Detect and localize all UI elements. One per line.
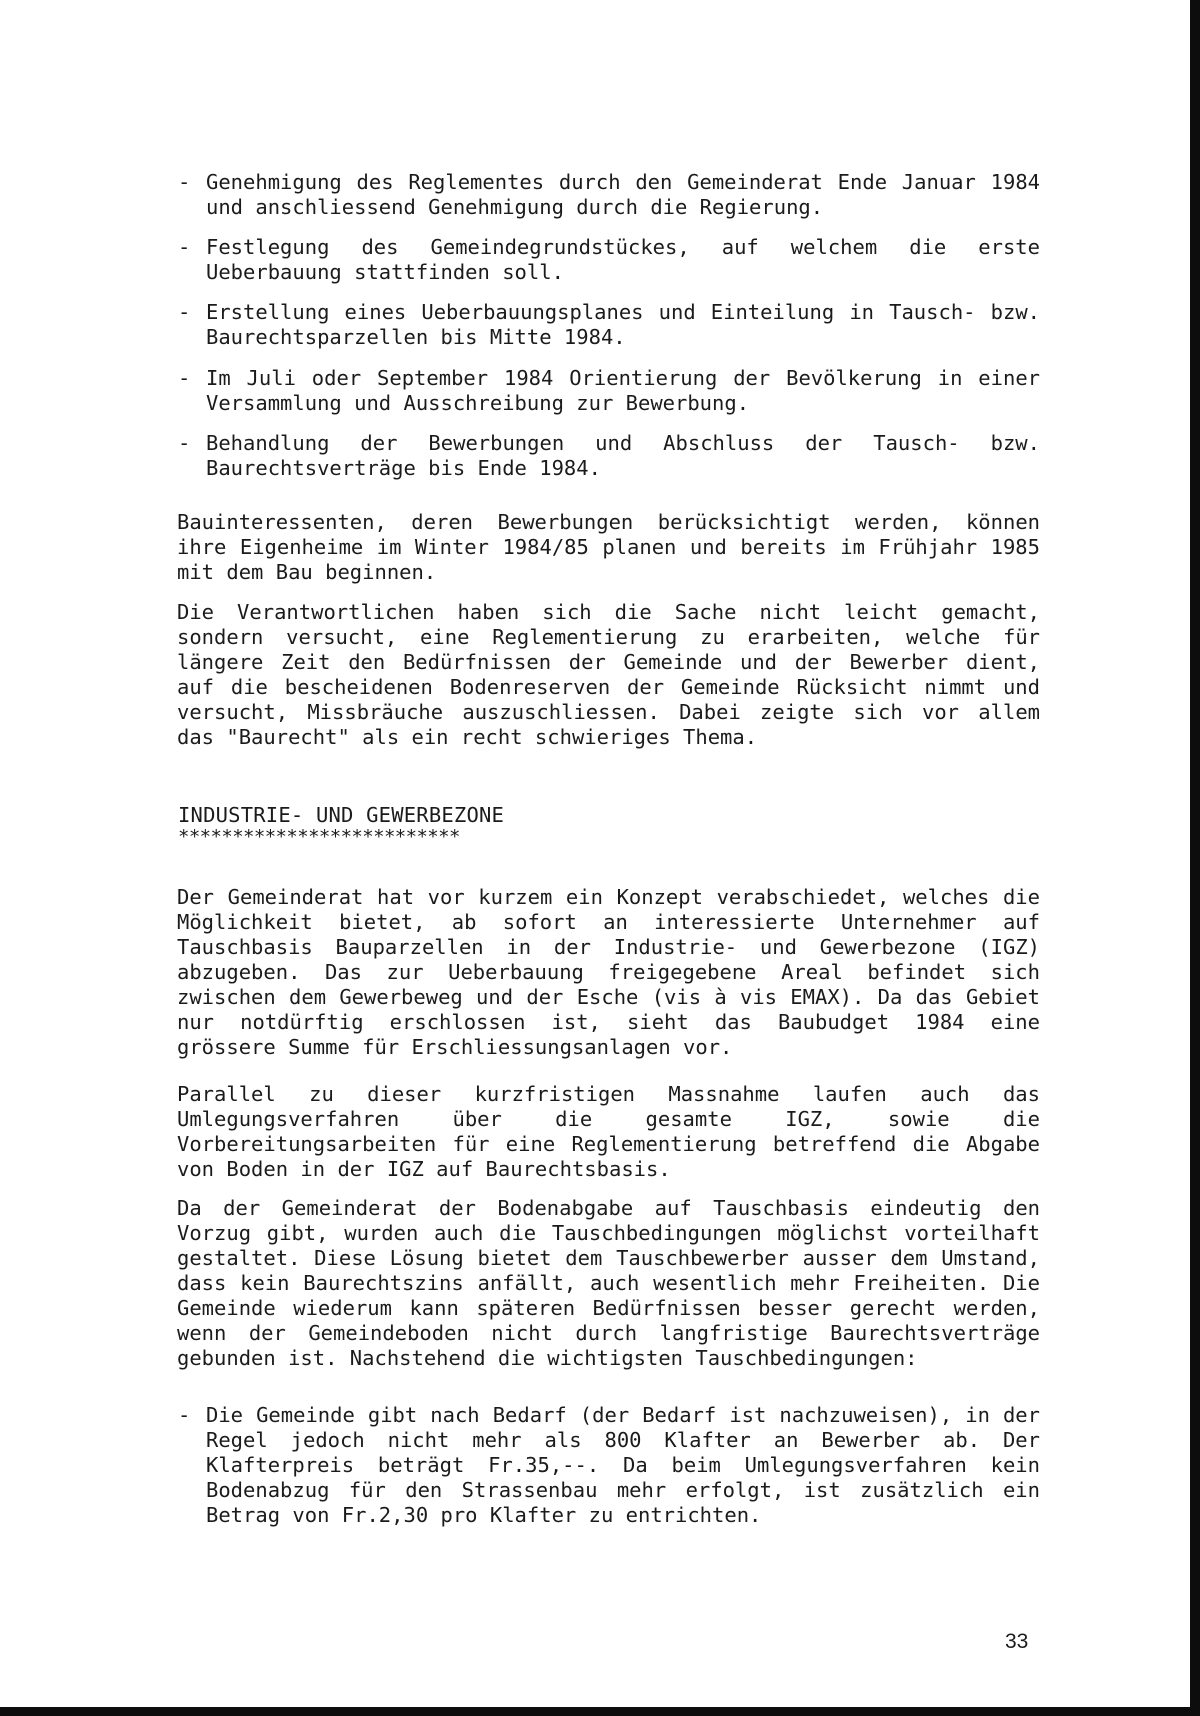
paragraph-text: Da der Gemeinderat der Bodenabgabe auf Tauschbasis eindeutig den Vorzug gibt, wurden auch die Tauschbedingungen möglichst vorteilhaft gestaltet. Diese Lösung bietet dem Tauschbewerber ausser dem Umstand, dass kein Baurechtszins anfällt, auch wesentlich mehr Freiheiten. Die Gemeinde wiederum kann späteren Bedürfnissen besser gerecht werden, wenn der Gemeindeboden nicht durch langfristige Baurechtsverträge gebunden ist. Nachstehend die wichtigsten Tauschbedingungen:	[177, 1196, 1040, 1370]
bullet-text: Genehmigung des Reglementes durch den Gemeinderat Ende Januar 1984 und anschliessend Genehmigung durch die Regierung.	[206, 170, 1040, 219]
paragraph-text: Der Gemeinderat hat vor kurzem ein Konzept verabschiedet, welches die Möglichkeit bietet, ab sofort an interessierte Unternehmer auf Tauschbasis Bauparzellen in der Industrie- und Gewerbezone (IGZ) abzugeben. Das zur Ueberbauung freigegebene Areal befindet sich zwischen dem Gewerbeweg und der Esche (vis à vis EMAX). Da das Gebiet nur notdürftig erschlossen ist, sieht das Baubudget 1984 eine grössere Summe für Erschliessungsanlagen vor.	[177, 885, 1040, 1059]
bullet-dash: -	[178, 431, 191, 455]
paragraph-text: Die Verantwortlichen haben sich die Sache nicht leicht gemacht, sondern versucht, eine Reglementierung zu erarbeiten, welche für längere Zeit den Bedürfnissen der Gemeinde und der Bewerber dient, auf die bescheidenen Bodenreserven der Gemeinde Rücksicht nimmt und versucht, Missbräuche auszuschliessen. Dabei zeigte sich vor allem das "Baurecht" als ein recht schwieriges Thema.	[177, 600, 1040, 749]
bullet-item	[0, 235, 1190, 285]
bullet-dash: -	[178, 1403, 191, 1427]
bullet-text: Festlegung des Gemeindegrundstückes, auf welchem die erste Ueberbauung stattfinden soll.	[206, 235, 1040, 284]
paragraph	[0, 600, 1190, 750]
bullet-text: Im Juli oder September 1984 Orientierung der Bevölkerung in einer Versammlung und Ausschreibung zur Bewerbung.	[206, 366, 1040, 415]
bullet-item	[0, 300, 1190, 350]
section-heading-underline: **************************	[178, 826, 460, 848]
bullet-dash: -	[178, 366, 191, 390]
paragraph	[0, 1082, 1190, 1182]
section-heading: INDUSTRIE- UND GEWERBEZONE	[178, 803, 505, 827]
bullet-text: Erstellung eines Ueberbauungsplanes und Einteilung in Tausch- bzw. Baurechtsparzellen bis Mitte 1984.	[206, 300, 1040, 349]
bullet-text: Behandlung der Bewerbungen und Abschluss der Tausch- bzw. Baurechtsverträge bis Ende 1984.	[206, 431, 1040, 480]
bullet-item	[0, 366, 1190, 416]
bullet-item	[0, 1403, 1190, 1528]
bullet-text: Die Gemeinde gibt nach Bedarf (der Bedarf ist nachzuweisen), in der Regel jedoch nicht mehr als 800 Klafter an Bewerber ab. Der Klafterpreis beträgt Fr.35,--. Da beim Umlegungsverfahren kein Bodenabzug für den Strassenbau mehr erfolgt, ist zusätzlich ein Betrag von Fr.2,30 pro Klafter zu entrichten.	[206, 1403, 1040, 1527]
paragraph	[0, 885, 1190, 1060]
paragraph-text: Parallel zu dieser kurzfristigen Massnahme laufen auch das Umlegungsverfahren über die gesamte IGZ, sowie die Vorbereitungsarbeiten für eine Reglementierung betreffend die Abgabe von Boden in der IGZ auf Baurechtsbasis.	[177, 1082, 1040, 1181]
paragraph	[0, 510, 1190, 585]
bullet-dash: -	[178, 170, 191, 194]
bullet-item	[0, 170, 1190, 220]
bullet-dash: -	[178, 300, 191, 324]
scan-border-right	[1190, 0, 1200, 1716]
page-number: 33	[1005, 1630, 1029, 1653]
paragraph	[0, 1196, 1190, 1371]
bullet-dash: -	[178, 235, 191, 259]
bullet-item	[0, 431, 1190, 481]
scan-border-bottom	[0, 1707, 1200, 1716]
paragraph-text: Bauinteressenten, deren Bewerbungen berücksichtigt werden, können ihre Eigenheime im Winter 1984/85 planen und bereits im Frühjahr 1985 mit dem Bau beginnen.	[177, 510, 1040, 584]
